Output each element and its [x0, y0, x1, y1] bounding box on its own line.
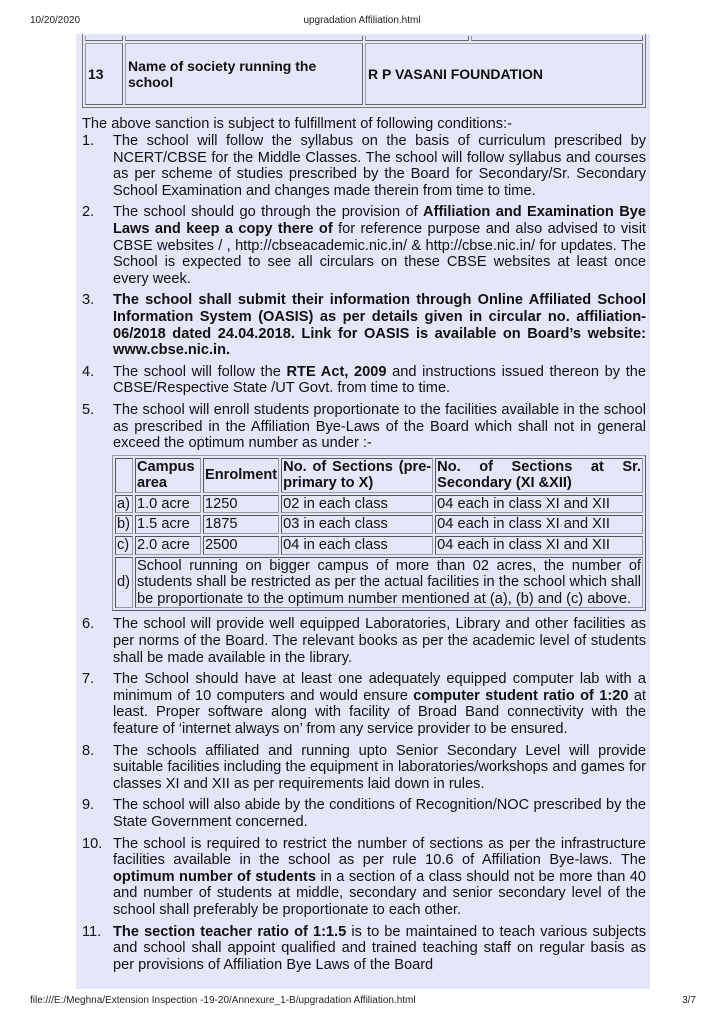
note-text: School running on bigger campus of more than 02 acres, the number of students shall be restricted as per the actual facilities in the school which shall be proportionate to the optimum number mentioned at (a), (b) and (c) above. — [137, 557, 641, 607]
enrolment: 1875 — [203, 515, 279, 534]
sections-pre-primary-to-x: 04 in each class — [281, 536, 433, 555]
enrolment: 2500 — [203, 536, 279, 555]
emphasis-text: RTE Act, 2009 — [286, 363, 387, 380]
header-cell: Enrolment — [203, 458, 279, 493]
campus-area: 1.0 acre — [135, 495, 201, 514]
condition-text — [113, 616, 646, 665]
condition-item — [76, 743, 646, 793]
condition-text — [113, 133, 646, 199]
campus-area: 1.5 acre — [135, 515, 201, 534]
condition-text — [113, 836, 646, 918]
condition-item — [76, 204, 646, 287]
conditions-intro: The above sanction is subject to fulfillment of following conditions:- — [82, 116, 512, 132]
text-run: and instructions issued thereon by the CBSE/Respective State /UT Govt. from time to time. — [113, 363, 646, 397]
condition-text — [113, 924, 646, 973]
document-panel — [76, 34, 650, 989]
emphasis-text: computer student ratio of 1:20 — [413, 687, 629, 704]
text-run: for reference purpose and also advised to visit CBSE websites / , http://cbseacademic.nic.in/ & http://cbse.nic.in/ for updates. The School is expected to see all circulars on these CBSE websites at least once every week. — [113, 220, 646, 287]
sections-pre-primary-to-x: 03 in each class — [281, 515, 433, 534]
campus-area: 2.0 acre — [135, 536, 201, 555]
condition-text — [113, 292, 646, 358]
sections-pre-primary-to-x: 02 in each class — [281, 495, 433, 514]
condition-item — [76, 924, 646, 974]
condition-text — [113, 671, 646, 737]
details-table-row — [85, 43, 643, 105]
text-run: The school will also abide by the conditions of Recognition/NOC prescribed by the State Government concerned. — [113, 797, 646, 830]
header-cell — [115, 458, 133, 493]
row-label: Name of society running the school — [125, 43, 363, 105]
condition-number: 6. — [82, 616, 95, 633]
condition-item — [76, 671, 646, 737]
condition-number: 2. — [82, 204, 95, 221]
sections-table-row — [115, 495, 643, 514]
row-value: R P VASANI FOUNDATION — [365, 43, 643, 105]
condition-number: 9. — [82, 797, 95, 814]
condition-item — [76, 364, 646, 397]
text-run: The school will enroll students proportionate to the facilities available in the school as prescribed in the Affiliation Bye-Laws of the Board which shall not in general exceed the optimum number as under :- — [113, 401, 646, 452]
print-footer-path: file:///E:/Meghna/Extension Inspection -19-20/Annexure_1-B/upgradation Affiliation.html — [30, 995, 416, 1006]
conditions-list — [76, 133, 646, 978]
row-label: d) — [115, 557, 133, 609]
text-run: is to be maintained to teach various subjects and school shall appoint qualified and trained teaching staff on regular basis as per provisions of Affiliation Bye Laws of the Board — [113, 923, 646, 973]
condition-text — [113, 797, 646, 830]
text-run: at least. Proper software along with facility of Broad Band connectivity with the feature of ‘internet always on’ from any service provider to be ensured. — [113, 687, 646, 737]
text-run: The School should have at least one adequately equipped computer lab with a minimum of 10 computers and would ensure — [113, 671, 646, 704]
sections-table-note-row — [115, 557, 643, 609]
sections-sr-secondary: 04 each in class XI and XII — [435, 495, 643, 514]
condition-text — [113, 743, 646, 792]
sections-sr-secondary: 04 each in class XI and XII — [435, 536, 643, 555]
condition-item — [76, 836, 646, 919]
emphasis-text: The school shall submit their information through Online Affiliated School Information System (OASIS) as per details given in circular no. affiliation-06/2018 dated 24.04.2018. Link for OASIS is available on Board’s website: www.cbse.nic.in. — [113, 292, 646, 359]
condition-item — [76, 402, 646, 612]
text-run: The schools affiliated and running upto Senior Secondary Level will provide suitable facilities including the equipment in laboratories/workshops and games for classes XI and XII as per requirements laid down in rules. — [113, 742, 646, 792]
row-label: b) — [115, 515, 133, 534]
row-label: a) — [115, 495, 133, 514]
text-run: in a section of a class should not be more than 40 and number of students at middle, secondary and senior secondary level of the school shall preferably be proportionate to each other. — [113, 868, 646, 918]
condition-item — [76, 797, 646, 830]
text-run: The school is required to restrict the number of sections as per the infrastructure facilities available in the school as per rule 10.6 of Affiliation Bye-laws. The — [113, 835, 646, 869]
header-cell: No. of Sections (pre-primary to X) — [283, 458, 432, 492]
emphasis-text: Affiliation and Examination Bye Laws and keep a copy there of — [113, 204, 646, 237]
condition-number: 7. — [82, 671, 95, 688]
emphasis-text: The section teacher ratio of 1:1.5 — [113, 923, 347, 940]
sections-sr-secondary: 04 each in class XI and XII — [435, 515, 643, 534]
row-number: 13 — [85, 43, 123, 105]
text-run: The school will follow the — [113, 363, 287, 380]
text-run: The school will follow the syllabus on the basis of curriculum prescribed by NCERT/CBSE for the Middle Classes. The school will follow syllabus and courses as per scheme of studies prescribed by the Board for Secondary/Sr. Secondary School Examination and changes made therein from time to time. — [113, 133, 646, 199]
condition-number: 4. — [82, 363, 95, 380]
condition-number: 1. — [82, 133, 95, 149]
text-run: The school should go through the provision of — [113, 204, 424, 221]
condition-number: 5. — [82, 401, 95, 418]
condition-item — [76, 133, 646, 199]
condition-text — [113, 204, 646, 286]
sections-table — [112, 455, 646, 612]
condition-number: 3. — [82, 292, 95, 309]
condition-number: 11. — [82, 923, 102, 940]
condition-item — [76, 292, 646, 358]
condition-number: 10. — [82, 835, 103, 852]
sections-table-header — [115, 458, 643, 493]
condition-text — [113, 402, 646, 451]
header-cell: Campus area — [135, 458, 201, 493]
emphasis-text: optimum number of students — [113, 868, 317, 885]
text-run: The school will provide well equipped Laboratories, Library and other facilities as per norms of the Board. The relevant books as per the academic level of students shall be made available in the library. — [113, 616, 646, 666]
details-table — [82, 34, 646, 108]
row-label: c) — [115, 536, 133, 555]
sections-table-row — [115, 515, 643, 534]
condition-item — [76, 616, 646, 666]
print-header-date: 10/20/2020 — [30, 15, 81, 26]
condition-text — [113, 364, 646, 397]
print-footer-page-number: 3/7 — [682, 995, 696, 1006]
print-header-title: upgradation Affiliation.html — [303, 15, 421, 26]
enrolment: 1250 — [203, 495, 279, 514]
condition-number: 8. — [82, 742, 95, 759]
header-cell: No. of Sections at Sr. Secondary (XI &XII) — [437, 458, 641, 492]
details-table-previous-row — [85, 36, 643, 41]
sections-table-row — [115, 536, 643, 555]
